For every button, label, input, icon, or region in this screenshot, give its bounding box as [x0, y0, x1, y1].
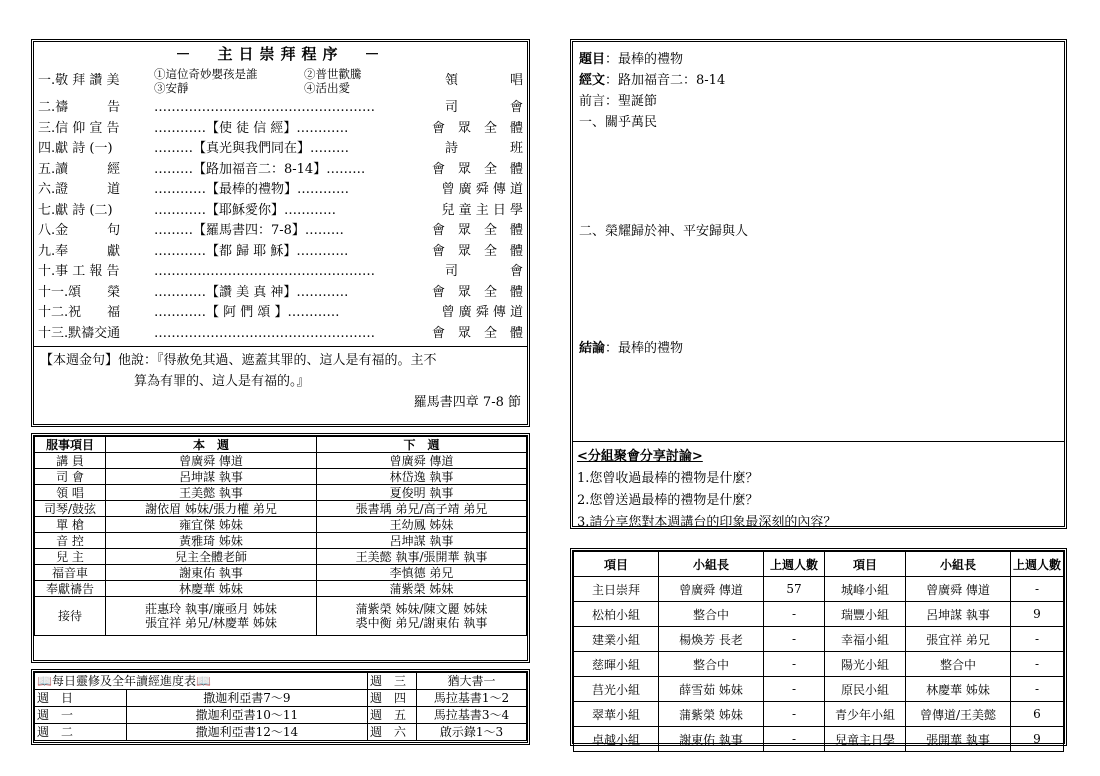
ministry-body: [35, 453, 527, 597]
order-detail: ……………………………………………: [154, 100, 375, 115]
ministry-cell-line: 裘中衡 弟兄/謝東佑 執事: [355, 616, 488, 630]
reading-day: 週 二: [35, 724, 127, 741]
reading-text: 馬拉基書3～4: [416, 707, 526, 724]
group-count: -: [764, 627, 825, 652]
table-row: [35, 597, 527, 636]
hymn-item: ③安靜: [154, 81, 189, 95]
order-row: [38, 201, 523, 222]
groups-body: [574, 577, 1064, 752]
groups-header: 小組長: [906, 552, 1011, 577]
reading-schedule: [31, 669, 530, 745]
group-count: -: [764, 677, 825, 702]
order-rows: [38, 98, 523, 344]
ministry-cell: [106, 597, 317, 636]
order-label: 十三.默禱交通: [38, 325, 121, 341]
table-row: [35, 707, 527, 724]
group-name: 莒光小組: [574, 677, 659, 702]
order-who: 司 會: [444, 100, 523, 115]
ministry-cell: 蒲紫榮 姊妹: [317, 581, 527, 597]
table-row: [574, 577, 1064, 602]
order-detail: ……………………………………………: [154, 264, 375, 279]
ministry-schedule: [31, 433, 530, 663]
hymn-item: ②普世歡騰: [304, 67, 362, 81]
order-label: 十.事 工 報 告: [38, 264, 120, 279]
table-row: [574, 677, 1064, 702]
order-detail: …………【 阿 們 頌 】…………: [154, 305, 340, 320]
order-label: 四.獻 詩 (一): [38, 141, 113, 156]
sermon-topic-text: ：最棒的禮物: [605, 52, 684, 67]
order-detail: ………【羅馬書四：7-8】………: [154, 223, 344, 238]
table-row: [35, 690, 527, 707]
order-label: 八.金 句: [38, 223, 121, 238]
reading-text: 撒迦利亞書7～9: [126, 690, 367, 707]
small-groups: [570, 548, 1067, 746]
discussion-question: 3.請分享您對本週講台的印象最深刻的內容？: [577, 515, 837, 530]
group-count: -: [1011, 577, 1064, 602]
reading-day: 週 六: [367, 724, 416, 741]
group-name: 主日崇拜: [574, 577, 659, 602]
groups-header: 項目: [574, 552, 659, 577]
golden-verse-label: 【本週金句】: [40, 353, 119, 368]
group-leader: 張宜祥 弟兄: [906, 627, 1011, 652]
service-order-panel: [31, 39, 530, 427]
ministry-cell: 曾廣舜 傳道: [106, 453, 317, 469]
ministry-cell: 雍宜傑 姊妹: [106, 517, 317, 533]
hymn-item: ④活出愛: [304, 81, 350, 95]
group-name: 兒童主日學: [825, 727, 906, 752]
hymn-list: [154, 67, 425, 95]
group-name: 陽光小組: [825, 652, 906, 677]
reading-table: [34, 672, 527, 741]
order-label: 二.禱 告: [38, 100, 121, 115]
order-detail: …………【都 歸 耶 穌】…………: [154, 243, 349, 259]
reading-title-cell: [35, 673, 368, 690]
order-who: 會 眾 全 體: [431, 161, 523, 177]
ministry-cell: 呂坤謀 執事: [317, 533, 527, 549]
sermon-intro: 前言：聖誕節: [579, 94, 658, 109]
sermon-point-1: 一、關乎萬民: [579, 115, 658, 130]
table-row: [574, 727, 1064, 752]
ministry-cell-line: 張宜祥 弟兄/林慶華 姊妹: [145, 616, 277, 630]
book-icon: 📖: [195, 673, 211, 688]
ministry-role: 司 會: [35, 469, 106, 485]
order-label: 七.獻 詩 (二): [38, 202, 113, 218]
group-name: 松柏小組: [574, 602, 659, 627]
order-who: 會 眾 全 體: [431, 223, 523, 238]
order-label: 十二.祝 福: [38, 305, 121, 320]
order-row: [38, 221, 523, 242]
order-row: [38, 98, 523, 119]
group-name: 瑞豐小組: [825, 602, 906, 627]
ministry-role: 司琴/鼓弦: [35, 501, 106, 517]
table-row: [574, 602, 1064, 627]
group-leader: 曾廣舜 傳道: [906, 577, 1011, 602]
group-count: 57: [764, 577, 825, 602]
order-who: 曾 廣 舜 傳 道: [441, 305, 523, 320]
table-row: [35, 453, 527, 469]
order-row: [38, 139, 523, 160]
groups-header: 上週人數: [764, 552, 825, 577]
order-label: 六.證 道: [38, 182, 121, 197]
group-leader: 謝東佑 執事: [659, 727, 764, 752]
reading-day: 週 日: [35, 690, 127, 707]
group-count: -: [764, 652, 825, 677]
order-who: 司 會: [444, 264, 523, 279]
order-detail: …………【最棒的禮物】…………: [154, 182, 350, 197]
reading-title: 每日靈修及全年讀經進度表: [51, 673, 196, 688]
divider: [573, 441, 1064, 442]
order-row: [38, 119, 523, 140]
order-detail: ………【路加福音二：8-14】………: [154, 161, 366, 177]
order-label: 一.敬 拜 讚 美: [38, 72, 120, 88]
sermon-topic: [579, 48, 683, 67]
reading-text: 啟示錄1～3: [416, 724, 526, 741]
ministry-cell: 王美懿 執事/張開華 執事: [317, 549, 527, 565]
golden-verse: [34, 346, 527, 416]
group-count: 6: [1011, 702, 1064, 727]
group-leader: 蒲紫榮 姊妹: [659, 702, 764, 727]
group-count: -: [764, 727, 825, 752]
order-who: 曾 廣 舜 傳 道: [441, 182, 523, 197]
sermon-scripture-label: 經文: [579, 73, 606, 88]
order-detail: …………【耶穌愛你】…………: [154, 202, 337, 218]
ministry-role: 福音車: [35, 565, 106, 581]
group-leader: 整合中: [659, 602, 764, 627]
table-row: [35, 485, 527, 501]
reading-day: 週 一: [35, 707, 127, 724]
ministry-role: 講 員: [35, 453, 106, 469]
groups-header: 小組長: [659, 552, 764, 577]
group-count: 9: [1011, 602, 1064, 627]
sermon-scripture-text: ：路加福音二：8-14: [605, 73, 726, 88]
group-name: 建業小組: [574, 627, 659, 652]
group-name: 卓越小組: [574, 727, 659, 752]
order-row: [38, 160, 523, 181]
table-row: [574, 702, 1064, 727]
table-row: [35, 549, 527, 565]
table-row: [35, 533, 527, 549]
golden-verse-ref: 羅馬書四章 7-8 節: [413, 395, 521, 410]
group-count: 9: [1011, 727, 1064, 752]
group-count: -: [1011, 652, 1064, 677]
order-who: 兒 童 主 日 學: [441, 202, 523, 218]
order-detail: …………【讚 美 真 神】…………: [154, 284, 349, 300]
ministry-cell: 兒主全體老師: [106, 549, 317, 565]
table-row: [35, 565, 527, 581]
group-name: 慈暉小組: [574, 652, 659, 677]
ministry-role: 單 槍: [35, 517, 106, 533]
order-detail: …………【使 徒 信 經】…………: [154, 120, 349, 136]
group-leader: 呂坤謀 執事: [906, 602, 1011, 627]
table-row: [35, 724, 527, 741]
group-name: 青少年小組: [825, 702, 906, 727]
groups-header: 上週人數: [1011, 552, 1064, 577]
table-row: [35, 673, 527, 690]
group-count: -: [764, 602, 825, 627]
group-name: 幸福小組: [825, 627, 906, 652]
table-row: [574, 652, 1064, 677]
reading-body: [35, 690, 527, 741]
discussion-question: 1.您曾收過最棒的禮物是什麼？: [577, 471, 759, 486]
ministry-role: 奉獻禱告: [35, 581, 106, 597]
ministry-role: 領 唱: [35, 485, 106, 501]
golden-verse-text-1: 他說：『得赦免其過、遮蓋其罪的、這人是有福的。主不: [118, 353, 437, 368]
discussion-title: <分組聚會分享討論>: [577, 449, 703, 464]
order-label: 十一.頌 榮: [38, 284, 121, 300]
group-count: -: [764, 702, 825, 727]
reading-text: 猶大書一: [416, 673, 526, 690]
sermon-conclusion-text: ：最棒的禮物: [605, 341, 684, 356]
group-name: 翠華小組: [574, 702, 659, 727]
book-icon: 📖: [37, 673, 52, 688]
group-leader: 整合中: [906, 652, 1011, 677]
order-who: 領 唱: [444, 72, 523, 88]
order-who: 會 眾 全 體: [431, 284, 523, 300]
table-row: [574, 627, 1064, 652]
discussion-question: 2.您曾送過最棒的禮物是什麼？: [577, 493, 759, 508]
order-row: [38, 242, 523, 263]
order-row: [38, 64, 523, 98]
order-detail: ……………………………………………: [154, 325, 375, 341]
ministry-header: 服事項目: [35, 437, 106, 453]
ministry-cell: 謝依眉 姊妹/張力權 弟兄: [106, 501, 317, 517]
ministry-role: 兒 主: [35, 549, 106, 565]
table-row: [35, 581, 527, 597]
group-leader: 整合中: [659, 652, 764, 677]
group-count: -: [1011, 677, 1064, 702]
order-row: [38, 262, 523, 283]
group-name: 原民小組: [825, 677, 906, 702]
group-leader: 林慶華 姊妹: [906, 677, 1011, 702]
ministry-cell-line: 蒲紫榮 姊妹/陳文麗 姊妹: [355, 602, 488, 616]
order-row: [38, 324, 523, 345]
reading-text: 撒迦利亞書10～11: [126, 707, 367, 724]
ministry-header: 下 週: [317, 437, 527, 453]
ministry-cell: 謝東佑 執事: [106, 565, 317, 581]
group-leader: 曾傳道/王美懿: [906, 702, 1011, 727]
table-row: [35, 517, 527, 533]
order-row: [38, 180, 523, 201]
order-who: 詩 班: [444, 141, 523, 156]
reading-day: 週 三: [367, 673, 416, 690]
golden-verse-text-2: 算為有罪的、這人是有福的。』: [134, 374, 310, 389]
sermon-conclusion: [579, 337, 683, 356]
groups-table: [573, 551, 1064, 752]
sermon-point-2: 二、榮耀歸於神、平安歸與人: [579, 224, 749, 239]
sermon-notes: [570, 39, 1067, 529]
ministry-cell: 張書瑀 弟兄/高子靖 弟兄: [317, 501, 527, 517]
order-label: 九.奉 獻: [38, 243, 121, 259]
order-who: 會 眾 全 體: [431, 325, 523, 341]
order-who: 會 眾 全 體: [431, 243, 523, 259]
order-label: 三.信 仰 宣 告: [38, 120, 120, 136]
sermon-scripture: [579, 69, 725, 88]
ministry-cell: 林岱逸 執事: [317, 469, 527, 485]
order-label: 五.讀 經: [38, 161, 121, 177]
service-order-title: － 主日崇拜程序 －: [175, 45, 386, 63]
ministry-role: 接待: [35, 597, 106, 636]
table-row: [35, 469, 527, 485]
ministry-cell: 林慶華 姊妹: [106, 581, 317, 597]
sermon-conclusion-label: 結論: [579, 341, 606, 356]
reading-text: 撒迦利亞書12～14: [126, 724, 367, 741]
groups-header: 項目: [825, 552, 906, 577]
group-leader: 張開華 執事: [906, 727, 1011, 752]
ministry-header: 本 週: [106, 437, 317, 453]
group-leader: 曾廣舜 傳道: [659, 577, 764, 602]
group-leader: 楊煥芳 長老: [659, 627, 764, 652]
sermon-topic-label: 題目: [579, 52, 606, 67]
order-who: 會 眾 全 體: [431, 120, 523, 136]
group-name: 城峰小組: [825, 577, 906, 602]
order-row: [38, 283, 523, 304]
ministry-cell: [317, 597, 527, 636]
ministry-cell-line: 莊惠玲 執事/廉亟月 姊妹: [145, 602, 277, 616]
ministry-cell: 王幼鳳 姊妹: [317, 517, 527, 533]
ministry-cell: 黃雅琦 姊妹: [106, 533, 317, 549]
group-count: -: [1011, 627, 1064, 652]
hymn-item: ①這位奇妙嬰孩是誰: [154, 67, 258, 81]
table-row: [35, 501, 527, 517]
reading-text: 馬拉基書1～2: [416, 690, 526, 707]
ministry-cell: 夏俊明 執事: [317, 485, 527, 501]
ministry-table: [34, 436, 527, 636]
order-row: [38, 303, 523, 324]
ministry-role: 音 控: [35, 533, 106, 549]
ministry-cell: 李慎德 弟兄: [317, 565, 527, 581]
ministry-cell: 呂坤謀 執事: [106, 469, 317, 485]
reading-day: 週 四: [367, 690, 416, 707]
ministry-cell: 王美懿 執事: [106, 485, 317, 501]
reading-day: 週 五: [367, 707, 416, 724]
order-detail: ………【真光與我們同在】………: [154, 141, 350, 156]
ministry-cell: 曾廣舜 傳道: [317, 453, 527, 469]
group-leader: 薛雪茹 姊妹: [659, 677, 764, 702]
